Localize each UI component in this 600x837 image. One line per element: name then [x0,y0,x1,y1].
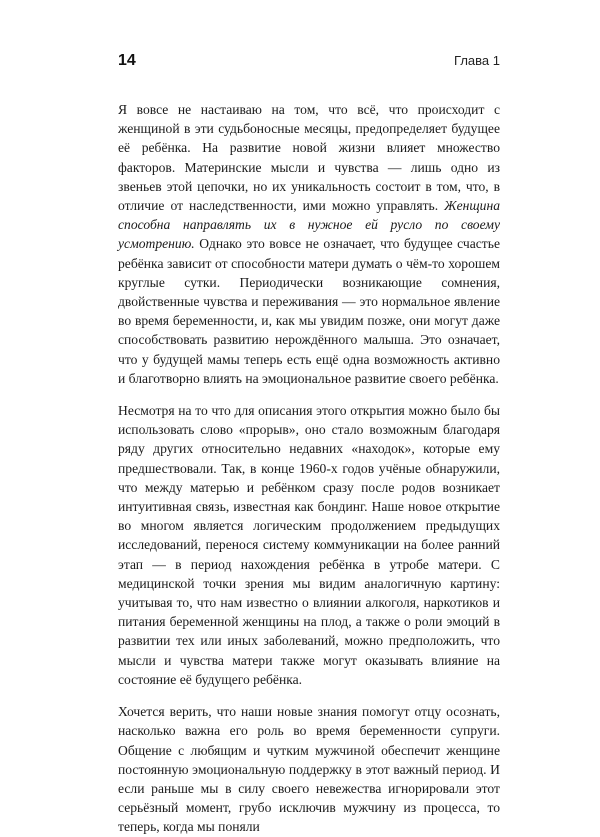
chapter-running-head: Глава 1 [454,53,500,68]
body-text [118,100,500,837]
page-header [118,52,500,74]
page-number: 14 [118,52,136,69]
paragraph-1-italic-emphasis: Женщина способна направлять их в нужное ей русло по своему усмотрению. [118,198,500,252]
paragraph-2: Несмотря на то что для описания этого открытия можно было бы использовать слово «прорыв», оно стало возможным благодаря ряду других относительно недавних «находок», которые ему предшествовали. Так, в конце 1960-х годов учёные обнаружили, что между матерью и ребёнком сразу после родов возникает интуитивная связь, известная как бондинг. Наше новое открытие во многом является логическим продолжением предыдущих исследований, перенося систему коммуникации на более ранний этап — в период нахождения ребёнка в утробе матери. С медицинской точки зрения мы видим аналогичную картину: учитывая то, что нам известно о влиянии алкоголя, наркотиков и питания беременной женщины на плод, а также о роли эмоций в развитии тех или иных заболеваний, можно предположить, что мысли и чувства матери также могут оказывать влияние на состояние её будущего ребёнка. [118,403,500,687]
paragraph-1 [118,100,500,388]
paragraph-3: Хочется верить, что наши новые знания помогут отцу осознать, насколько важна его роль во время беременности супруги. Общение с любящим и чутким мужчиной обеспечит женщине постоянную эмоциональную поддержку в этот важный период. И если раньше мы в силу своего невежества игнорировали этот серьёзный момент, грубо исключив мужчину из процесса, то теперь, когда мы поняли [118,704,500,835]
paragraph-1-text-end: Однако это вовсе не означает, что будущее счастье ребёнка зависит от способности матери думать о чём-то хорошем круглые сутки. Периодически возникающие сомнения, двойственные чувства и переживания — это нормальное явление во время беременности, и, как мы увидим позже, они могут даже способствовать развитию нерождённого малыша. Это означает, что у будущей мамы теперь есть ещё одна возможность активно и благотворно влиять на эмоциональное развитие своего ребёнка. [118,236,500,386]
paragraph-1-text-start: Я вовсе не настаиваю на том, что всё, что происходит с женщиной в эти судьбоносные месяцы, предопределяет будущее её ребёнка. На развитие новой жизни влияет множество факторов. Материнские мысли и чувства — лишь одно из звеньев этой цепочки, но их уникальность состоит в том, что, в отличие от наследственности, ими можно управлять. [118,102,500,214]
